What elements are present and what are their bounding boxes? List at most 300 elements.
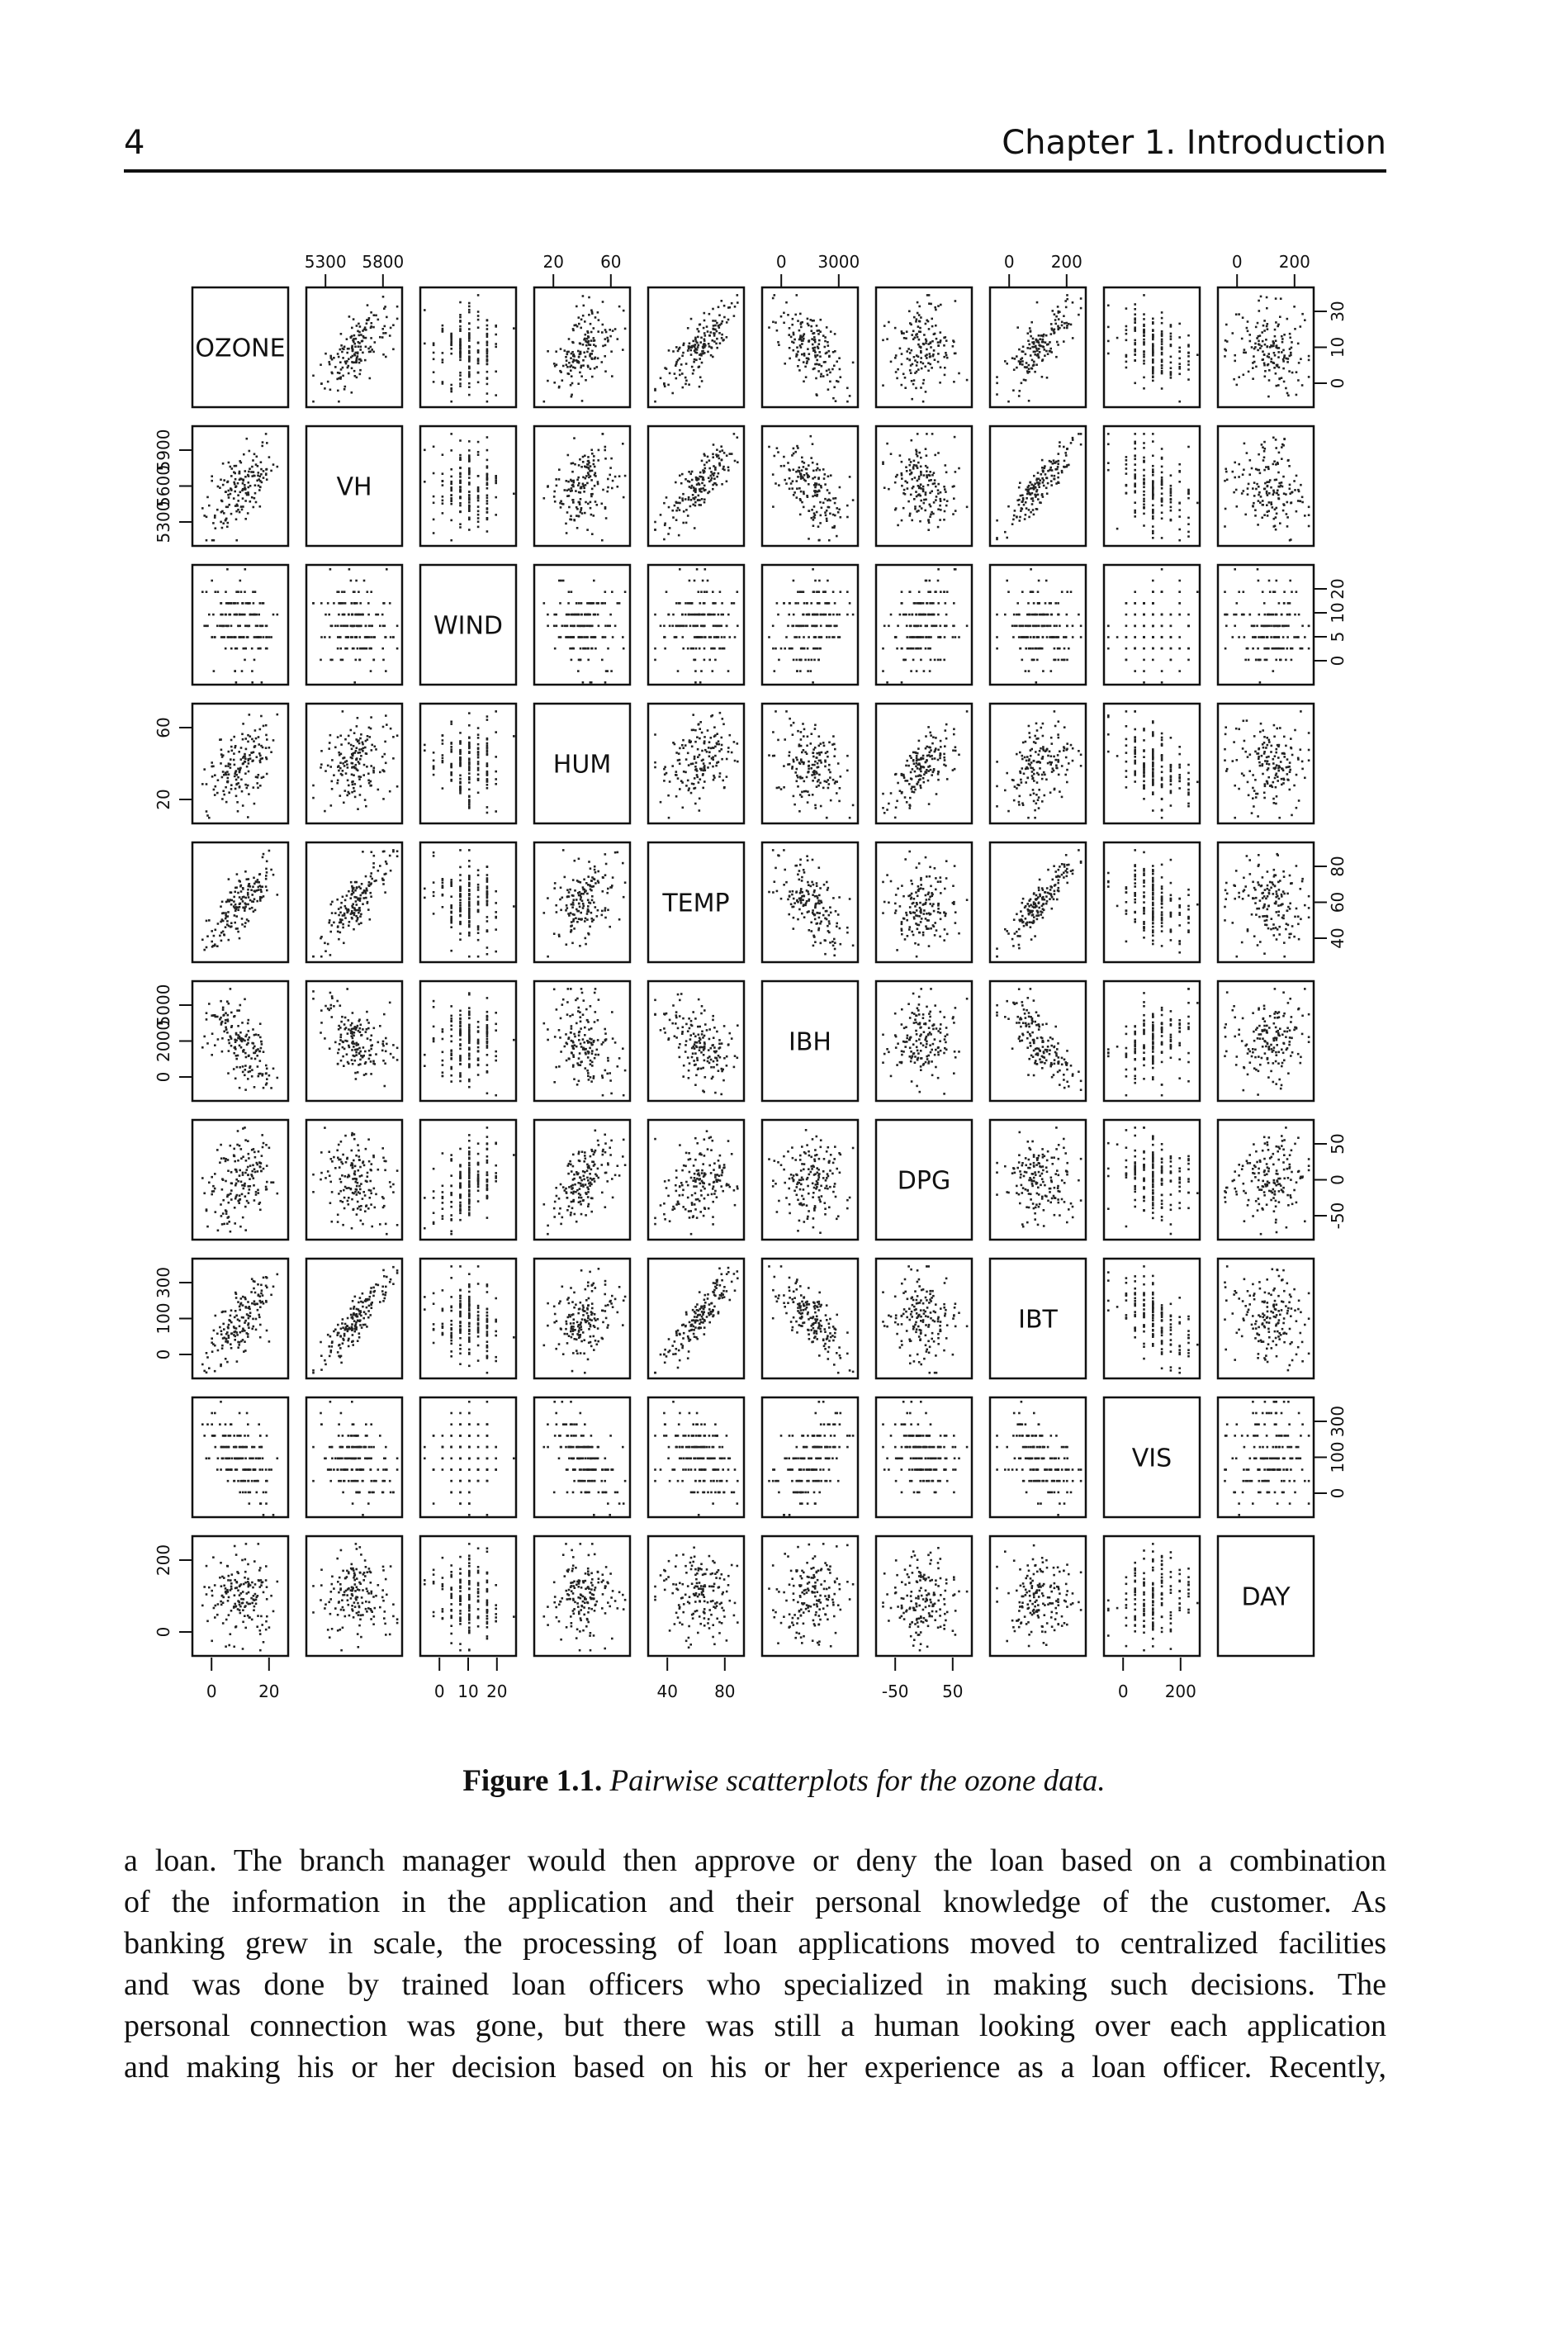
scatter-point	[710, 479, 713, 481]
scatter-point	[342, 659, 344, 662]
scatter-point	[1264, 376, 1267, 378]
scatter-point	[929, 471, 931, 473]
scatter-point	[1283, 439, 1286, 441]
panel-hum-wind	[420, 704, 516, 823]
scatter-point	[902, 492, 905, 495]
scatter-point	[486, 500, 489, 502]
scatter-point	[1286, 614, 1289, 616]
scatter-point	[922, 486, 925, 488]
scatter-point	[803, 493, 805, 496]
scatter-point	[836, 625, 838, 628]
scatter-point	[796, 496, 798, 499]
scatter-point	[1291, 491, 1293, 494]
scatter-point	[221, 798, 224, 800]
scatter-point	[835, 400, 837, 402]
scatter-point	[914, 337, 917, 339]
scatter-point	[1170, 625, 1172, 628]
scatter-point	[820, 614, 822, 616]
panel-vh-ibt	[990, 426, 1086, 546]
scatter-point	[1161, 322, 1163, 325]
scatter-point	[1016, 367, 1018, 369]
scatter-point	[694, 614, 697, 616]
scatter-point	[253, 602, 255, 605]
scatter-point	[1134, 473, 1136, 476]
scatter-point	[1226, 479, 1229, 481]
scatter-point	[1054, 602, 1057, 605]
scatter-point	[450, 333, 452, 335]
scatter-point	[486, 787, 489, 790]
scatter-point	[571, 471, 574, 473]
scatter-point	[882, 461, 884, 463]
scatter-point	[1025, 647, 1027, 650]
scatter-point	[367, 304, 369, 306]
scatter-point	[908, 359, 911, 362]
scatter-point	[1026, 370, 1029, 372]
scatter-point	[946, 591, 949, 593]
scatter-point	[812, 368, 815, 371]
scatter-point	[1034, 351, 1036, 353]
scatter-point	[450, 519, 452, 522]
scatter-point	[203, 515, 206, 517]
scatter-point	[1263, 363, 1266, 365]
scatter-point	[554, 647, 557, 650]
scatter-point	[674, 372, 676, 375]
scatter-point	[221, 776, 224, 779]
scatter-point	[223, 512, 225, 515]
scatter-point	[450, 339, 452, 341]
scatter-point	[1036, 636, 1039, 638]
scatter-point	[1275, 516, 1277, 519]
scatter-point	[343, 765, 346, 767]
scatter-point	[713, 636, 716, 638]
scatter-point	[1134, 350, 1136, 353]
scatter-point	[344, 602, 347, 605]
scatter-point	[206, 783, 208, 785]
scatter-point	[348, 614, 350, 616]
scatter-point	[1275, 529, 1277, 531]
scatter-point	[803, 602, 806, 605]
scatter-point	[576, 625, 579, 628]
panel-frame	[876, 565, 972, 685]
scatter-point	[1304, 515, 1306, 517]
scatter-point	[1187, 523, 1190, 525]
scatter-point	[1289, 488, 1291, 491]
scatter-point	[838, 509, 841, 511]
scatter-point	[239, 614, 241, 616]
scatter-point	[251, 738, 253, 741]
scatter-point	[359, 636, 362, 638]
scatter-point	[1287, 602, 1290, 605]
scatter-point	[1262, 340, 1264, 343]
scatter-point	[230, 475, 233, 477]
scatter-point	[1253, 636, 1256, 638]
scatter-point	[370, 647, 372, 650]
scatter-point	[614, 328, 617, 330]
scatter-point	[922, 602, 925, 605]
scatter-point	[1258, 500, 1260, 502]
scatter-point	[227, 522, 230, 524]
scatter-point	[926, 602, 928, 605]
scatter-point	[1019, 625, 1021, 628]
scatter-point	[944, 374, 946, 377]
scatter-point	[486, 719, 489, 721]
scatter-point	[818, 339, 821, 342]
scatter-point	[803, 381, 805, 383]
scatter-point	[793, 491, 796, 494]
scatter-point	[1282, 510, 1285, 512]
scatter-point	[1258, 335, 1260, 338]
scatter-point	[486, 328, 489, 330]
scatter-point	[587, 503, 590, 505]
scatter-point	[911, 478, 913, 481]
scatter-point	[797, 365, 799, 368]
scatter-point	[785, 636, 788, 638]
scatter-point	[718, 462, 721, 465]
scatter-point	[689, 349, 692, 352]
panel-frame	[762, 287, 858, 407]
scatter-point	[384, 753, 386, 756]
scatter-point	[801, 353, 803, 356]
scatter-point	[700, 670, 703, 672]
scatter-point	[459, 454, 462, 457]
scatter-point	[468, 772, 471, 775]
scatter-point	[486, 517, 489, 519]
scatter-point	[903, 489, 906, 491]
scatter-point	[793, 339, 796, 341]
scatter-point	[1052, 636, 1054, 638]
scatter-point	[248, 602, 250, 605]
scatter-point	[691, 647, 694, 650]
scatter-point	[800, 326, 803, 329]
scatter-point	[1285, 387, 1287, 390]
scatter-point	[681, 372, 684, 375]
scatter-point	[486, 773, 489, 776]
scatter-point	[433, 502, 435, 505]
scatter-point	[495, 771, 497, 773]
scatter-point	[247, 741, 249, 743]
scatter-point	[1028, 670, 1030, 672]
scatter-point	[1280, 297, 1282, 300]
scatter-point	[433, 774, 435, 776]
scatter-point	[220, 762, 222, 765]
scatter-point	[230, 758, 232, 761]
scatter-point	[442, 757, 444, 760]
scatter-point	[1277, 462, 1279, 465]
scatter-point	[1301, 384, 1304, 387]
scatter-point	[688, 471, 690, 473]
scatter-point	[710, 471, 713, 473]
scatter-point	[909, 469, 912, 472]
scatter-point	[704, 467, 707, 470]
scatter-point	[547, 380, 549, 382]
scatter-point	[955, 636, 957, 638]
scatter-point	[337, 625, 339, 628]
scatter-point	[477, 500, 480, 502]
scatter-point	[220, 636, 223, 638]
scatter-point	[595, 636, 597, 638]
scatter-point	[1238, 376, 1240, 378]
scatter-point	[392, 324, 395, 326]
scatter-point	[687, 647, 689, 650]
scatter-point	[214, 774, 216, 776]
scatter-point	[366, 636, 368, 638]
scatter-point	[486, 377, 489, 380]
scatter-point	[604, 681, 607, 684]
scatter-point	[211, 480, 213, 482]
scatter-point	[917, 494, 920, 496]
scatter-point	[1044, 349, 1046, 351]
scatter-point	[329, 742, 331, 744]
scatter-point	[1286, 647, 1289, 650]
scatter-point	[347, 780, 349, 782]
scatter-point	[1187, 446, 1190, 448]
scatter-point	[1072, 337, 1074, 339]
scatter-point	[567, 454, 570, 457]
scatter-point	[567, 481, 570, 483]
scatter-point	[907, 487, 909, 490]
scatter-point	[1152, 376, 1154, 378]
scatter-point	[912, 659, 915, 662]
scatter-point	[337, 353, 339, 355]
scatter-point	[253, 506, 255, 509]
scatter-point	[1161, 334, 1163, 336]
scatter-point	[1143, 500, 1145, 503]
scatter-point	[583, 636, 585, 638]
scatter-point	[936, 338, 938, 340]
scatter-point	[1281, 341, 1284, 344]
scatter-point	[1018, 499, 1021, 501]
scatter-point	[566, 625, 568, 628]
scatter-point	[1187, 497, 1190, 500]
scatter-point	[604, 355, 606, 358]
scatter-point	[1152, 348, 1154, 350]
scatter-point	[1006, 363, 1008, 365]
scatter-point	[800, 346, 803, 349]
scatter-point	[826, 636, 828, 638]
scatter-point	[807, 477, 809, 479]
scatter-point	[1225, 625, 1228, 628]
scatter-point	[1143, 659, 1145, 662]
scatter-point	[943, 519, 945, 521]
scatter-point	[926, 636, 928, 638]
scatter-point	[564, 349, 566, 352]
scatter-point	[433, 532, 435, 534]
scatter-point	[929, 356, 931, 358]
scatter-point	[812, 681, 814, 684]
scatter-point	[1267, 468, 1270, 471]
scatter-point	[703, 332, 706, 334]
scatter-point	[1267, 485, 1269, 487]
scatter-point	[699, 377, 702, 379]
scatter-point	[433, 381, 435, 383]
scatter-point	[381, 614, 384, 616]
scatter-point	[1026, 625, 1029, 628]
scatter-point	[1125, 484, 1128, 486]
scatter-point	[685, 614, 687, 616]
scatter-point	[846, 401, 849, 403]
scatter-point	[817, 491, 819, 493]
scatter-point	[699, 614, 701, 616]
scatter-point	[258, 736, 260, 738]
scatter-point	[1013, 368, 1016, 371]
scatter-point	[1277, 384, 1280, 387]
scatter-point	[935, 591, 937, 593]
scatter-point	[1272, 506, 1274, 509]
scatter-point	[713, 625, 715, 628]
scatter-point	[590, 353, 593, 355]
scatter-point	[687, 327, 689, 330]
scatter-point	[1225, 339, 1227, 342]
scatter-point	[240, 591, 243, 593]
scatter-point	[350, 636, 353, 638]
scatter-point	[1161, 487, 1163, 490]
scatter-point	[789, 647, 791, 650]
scatter-point	[255, 738, 258, 740]
scatter-point	[605, 670, 608, 672]
scatter-point	[826, 519, 828, 522]
scatter-point	[214, 636, 216, 638]
scatter-point	[920, 316, 922, 319]
scatter-point	[1063, 446, 1065, 448]
scatter-point	[820, 376, 822, 378]
scatter-point	[1143, 504, 1145, 506]
scatter-point	[433, 352, 435, 354]
scatter-point	[468, 328, 471, 330]
scatter-point	[450, 748, 452, 751]
scatter-point	[929, 353, 931, 355]
scatter-point	[602, 489, 604, 491]
scatter-point	[1224, 525, 1226, 528]
scatter-point	[1035, 363, 1038, 366]
scatter-point	[1049, 625, 1052, 628]
scatter-point	[1170, 495, 1172, 497]
scatter-point	[495, 477, 497, 480]
scatter-point	[331, 372, 334, 375]
scatter-point	[803, 506, 805, 509]
scatter-point	[248, 762, 250, 765]
scatter-point	[459, 320, 462, 322]
scatter-point	[1262, 325, 1265, 327]
scatter-point	[909, 322, 912, 325]
scatter-point	[1178, 509, 1181, 511]
scatter-point	[1263, 636, 1266, 638]
scatter-point	[827, 476, 830, 478]
scatter-point	[1161, 367, 1163, 369]
scatter-point	[700, 491, 703, 493]
scatter-point	[1170, 362, 1172, 364]
variable-label: VH	[336, 472, 372, 502]
scatter-point	[1301, 496, 1304, 499]
scatter-point	[355, 750, 358, 752]
scatter-point	[324, 387, 326, 390]
scatter-point	[1253, 495, 1256, 497]
scatter-point	[1187, 352, 1190, 354]
scatter-point	[1143, 486, 1145, 489]
scatter-point	[364, 359, 367, 362]
scatter-point	[1225, 647, 1227, 650]
scatter-point	[718, 314, 721, 316]
scatter-point	[689, 505, 692, 508]
scatter-point	[1234, 625, 1236, 628]
scatter-point	[373, 766, 376, 769]
scatter-point	[1244, 514, 1247, 516]
scatter-point	[356, 325, 358, 327]
scatter-point	[929, 504, 931, 506]
scatter-point	[1152, 380, 1154, 382]
scatter-point	[1033, 485, 1035, 487]
scatter-point	[1029, 493, 1031, 496]
scatter-point	[899, 454, 902, 457]
scatter-point	[808, 614, 811, 616]
scatter-point	[1143, 377, 1145, 379]
scatter-point	[252, 591, 254, 593]
scatter-point	[265, 734, 268, 737]
scatter-point	[790, 336, 793, 339]
scatter-point	[726, 336, 728, 339]
scatter-point	[266, 478, 268, 481]
panel-frame	[648, 287, 744, 407]
scatter-point	[477, 737, 480, 739]
scatter-point	[702, 469, 704, 472]
scatter-point	[1037, 591, 1040, 593]
scatter-point	[1018, 360, 1021, 363]
scatter-point	[713, 474, 715, 477]
scatter-point	[261, 681, 263, 684]
scatter-point	[820, 625, 822, 628]
scatter-point	[259, 755, 262, 757]
scatter-point	[587, 647, 590, 650]
scatter-point	[364, 747, 367, 749]
scatter-point	[1134, 515, 1136, 518]
scatter-point	[772, 473, 775, 476]
scatter-point	[1242, 473, 1244, 476]
scatter-point	[228, 614, 230, 616]
scatter-point	[940, 491, 942, 494]
scatter-point	[1273, 362, 1276, 364]
scatter-point	[601, 503, 604, 505]
scatter-point	[708, 491, 711, 493]
scatter-point	[468, 374, 471, 377]
scatter-point	[604, 458, 607, 460]
scatter-point	[912, 487, 914, 490]
scatter-point	[584, 338, 586, 340]
scatter-point	[907, 500, 910, 503]
scatter-point	[928, 480, 931, 482]
scatter-point	[372, 326, 375, 329]
scatter-point	[582, 344, 585, 346]
scatter-point	[1225, 508, 1227, 510]
scatter-point	[721, 614, 723, 616]
scatter-point	[249, 500, 252, 503]
scatter-point	[1257, 568, 1259, 571]
scatter-point	[230, 602, 233, 605]
scatter-point	[1042, 358, 1045, 361]
scatter-point	[580, 319, 583, 321]
scatter-point	[358, 334, 361, 337]
scatter-point	[715, 343, 718, 345]
scatter-point	[1053, 459, 1055, 462]
scatter-point	[604, 602, 606, 605]
scatter-point	[1044, 614, 1046, 616]
scatter-point	[242, 723, 244, 725]
scatter-point	[369, 350, 372, 353]
scatter-point	[1134, 318, 1136, 320]
scatter-point	[1025, 625, 1027, 628]
scatter-point	[358, 761, 360, 763]
scatter-point	[609, 474, 611, 477]
scatter-point	[701, 625, 703, 628]
scatter-point	[1225, 471, 1228, 473]
